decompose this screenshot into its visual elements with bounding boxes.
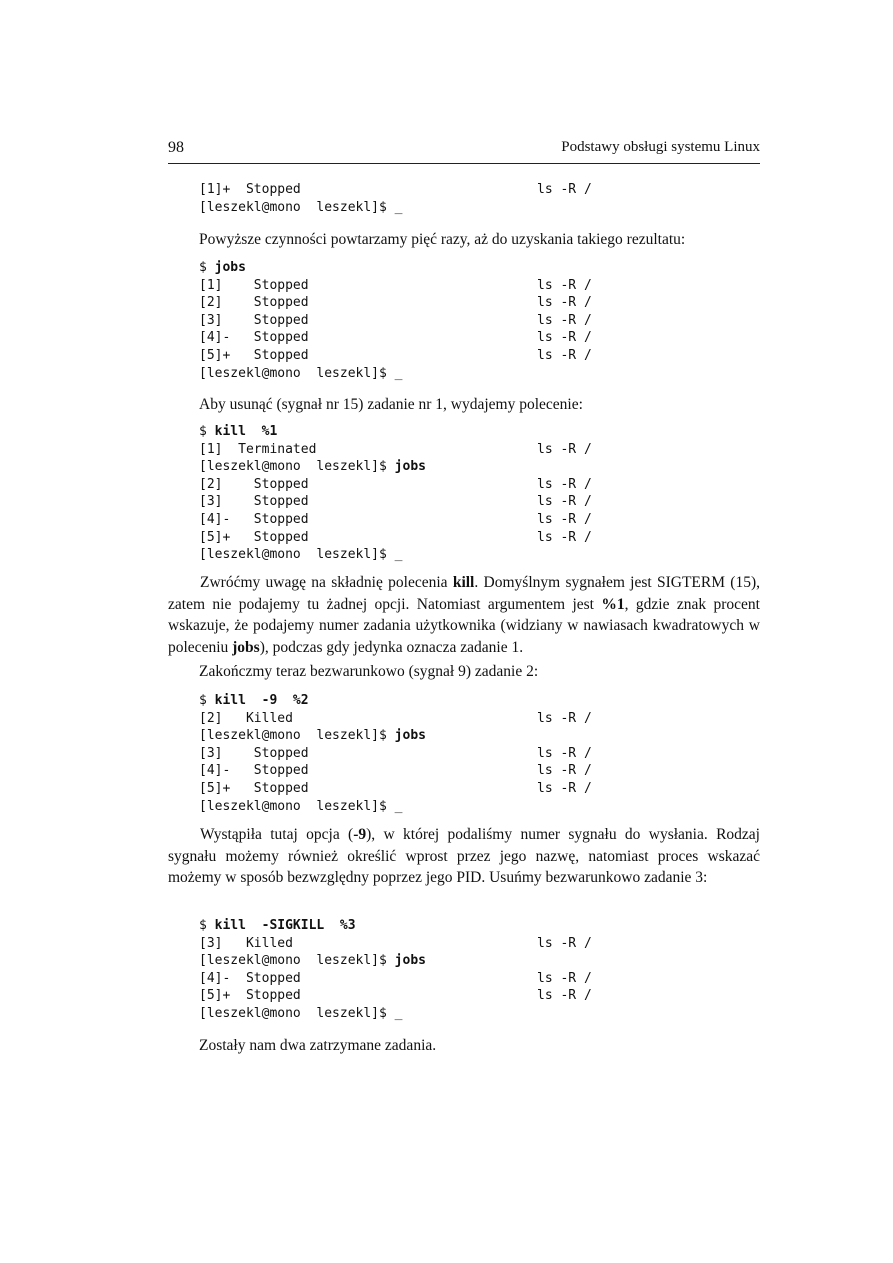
typed-command: jobs [394, 953, 426, 969]
terminal-line [199, 423, 649, 441]
terminal-command-text: [2] Stopped [199, 476, 309, 492]
job-command: ls -R / [537, 710, 592, 726]
job-command: ls -R / [537, 529, 592, 545]
typed-command: jobs [394, 459, 426, 475]
terminal-command-text: [leszekl@mono leszekl]$ _ [199, 199, 403, 215]
terminal-line [199, 347, 649, 365]
typed-command: jobs [214, 260, 246, 275]
terminal-command-text: [leszekl@mono leszekl]$ _ [199, 547, 403, 563]
job-command: ls -R / [537, 988, 592, 1004]
terminal-line [199, 493, 649, 511]
terminal-line [199, 294, 649, 312]
terminal-command-text: $ kill -9 %2 [199, 693, 309, 708]
terminal-command-text: [3] Stopped [199, 494, 309, 510]
terminal-command-text: [1] Stopped [199, 277, 309, 293]
terminal-command-text: [4]- Stopped [199, 330, 309, 346]
job-command: ls -R / [537, 494, 592, 510]
page-header [168, 139, 760, 164]
terminal-command-text: [3] Stopped [199, 745, 309, 761]
job-command: ls -R / [537, 441, 592, 457]
terminal-line [199, 1005, 649, 1023]
terminal-line [199, 780, 649, 798]
terminal-line [199, 935, 649, 953]
terminal-line [199, 529, 649, 547]
paragraph-signal-option: Wystąpiła tutaj opcja (-9), w której podaliśmy numer sygnału do wysłania. Rodzaj sygnału możemy również określić wprost przez jego nazwę, natomiast proces wskazać możemy w sposób bezwzględny poprzez jego PID. Usuńmy bezwarunkowo zadanie 3: [168, 826, 760, 886]
signal-option-term: -9 [353, 826, 367, 843]
terminal-line [199, 329, 649, 347]
typed-command: kill -SIGKILL %3 [214, 918, 356, 933]
job-command: ls -R / [537, 312, 592, 328]
job-spec-term: %1 [601, 595, 625, 613]
paragraph-two-stopped-jobs: Zostały nam dwa zatrzymane zadania. [199, 1037, 437, 1054]
terminal-command-text: [leszekl@mono leszekl]$ _ [199, 798, 403, 814]
terminal-line [199, 762, 649, 780]
terminal-line [199, 692, 649, 710]
terminal-line [199, 476, 649, 494]
terminal-command-text: [1]+ Stopped [199, 182, 301, 197]
job-command: ls -R / [537, 330, 592, 346]
page-number: 98 [168, 139, 184, 156]
job-command: ls -R / [537, 780, 592, 796]
terminal-line [199, 710, 649, 728]
terminal-line [199, 441, 649, 459]
terminal-line [199, 546, 649, 564]
job-command: ls -R / [537, 295, 592, 311]
terminal-command-text: $ jobs [199, 260, 246, 275]
job-command: ls -R / [537, 476, 592, 492]
terminal-command-text: [4]- Stopped [199, 970, 301, 986]
job-command: ls -R / [537, 277, 592, 293]
terminal-command-text: [leszekl@mono leszekl]$ jobs [199, 728, 426, 744]
code-block-5 [199, 917, 649, 1023]
terminal-command-text: $ kill -SIGKILL %3 [199, 918, 356, 933]
code-block-1 [199, 181, 649, 216]
terminal-line [199, 798, 649, 816]
terminal-command-text: [3] Stopped [199, 312, 309, 328]
job-command: ls -R / [537, 511, 592, 527]
terminal-command-text: [5]+ Stopped [199, 988, 301, 1004]
terminal-command-text: [1] Terminated [199, 441, 317, 457]
job-command: ls -R / [537, 763, 592, 779]
kill-command-term: kill [452, 574, 475, 591]
code-block-3 [199, 423, 649, 564]
job-command: ls -R / [537, 347, 592, 363]
terminal-line [199, 952, 649, 970]
terminal-command-text: $ kill %1 [199, 424, 278, 439]
terminal-command-text: [leszekl@mono leszekl]$ _ [199, 365, 403, 381]
terminal-line [199, 312, 649, 330]
terminal-command-text: [2] Killed [199, 710, 293, 726]
terminal-command-text: [5]+ Stopped [199, 347, 309, 363]
job-command: ls -R / [537, 745, 592, 761]
terminal-line [199, 181, 649, 199]
terminal-command-text: [leszekl@mono leszekl]$ jobs [199, 953, 426, 969]
terminal-line [199, 259, 649, 277]
paragraph-repeat-five-times: Powyższe czynności powtarzamy pięć razy, aż do uzyskania takiego rezultatu: [199, 231, 686, 248]
code-block-2 [199, 259, 649, 382]
paragraph-remove-job-1: Aby usunąć (sygnał nr 15) zadanie nr 1, wydajemy polecenie: [199, 396, 583, 413]
job-command: ls -R / [537, 935, 592, 951]
terminal-command-text: [2] Stopped [199, 295, 309, 311]
terminal-command-text: [leszekl@mono leszekl]$ jobs [199, 459, 426, 475]
terminal-line [199, 745, 649, 763]
running-title: Podstawy obsługi systemu Linux [561, 139, 760, 155]
typed-command: kill %1 [214, 424, 278, 439]
terminal-line [199, 277, 649, 295]
terminal-command-text: [5]+ Stopped [199, 780, 309, 796]
job-command: ls -R / [537, 182, 592, 197]
terminal-line [199, 917, 649, 935]
terminal-line [199, 727, 649, 745]
job-command: ls -R / [537, 970, 592, 986]
terminal-line [199, 365, 649, 383]
terminal-command-text: [5]+ Stopped [199, 529, 309, 545]
jobs-command-term: jobs [232, 638, 260, 656]
terminal-command-text: [4]- Stopped [199, 511, 309, 527]
terminal-command-text: [4]- Stopped [199, 763, 309, 779]
terminal-line [199, 511, 649, 529]
paragraph-kill-syntax: Zwróćmy uwagę na składnię polecenia kill. Domyślnym sygnałem jest SIGTERM (15), zatem nie podajemy tu żadnej opcji. Natomiast argumentem jest %1, gdzie znak procent wskazuje, że podajemy numer zadania użytkownika (widziany w nawiasach kwadratowych w poleceniu jobs), podczas gdy jedynka oznacza zadanie 1. [168, 574, 760, 656]
typed-command: kill -9 %2 [214, 693, 309, 708]
code-block-4 [199, 692, 649, 815]
terminal-line [199, 199, 649, 217]
terminal-line [199, 970, 649, 988]
terminal-line [199, 458, 649, 476]
terminal-command-text: [3] Killed [199, 935, 293, 951]
terminal-command-text: [leszekl@mono leszekl]$ _ [199, 1005, 403, 1021]
terminal-line [199, 987, 649, 1005]
typed-command: jobs [394, 728, 426, 744]
paragraph-kill-job-2: Zakończmy teraz bezwarunkowo (sygnał 9) zadanie 2: [199, 663, 539, 680]
